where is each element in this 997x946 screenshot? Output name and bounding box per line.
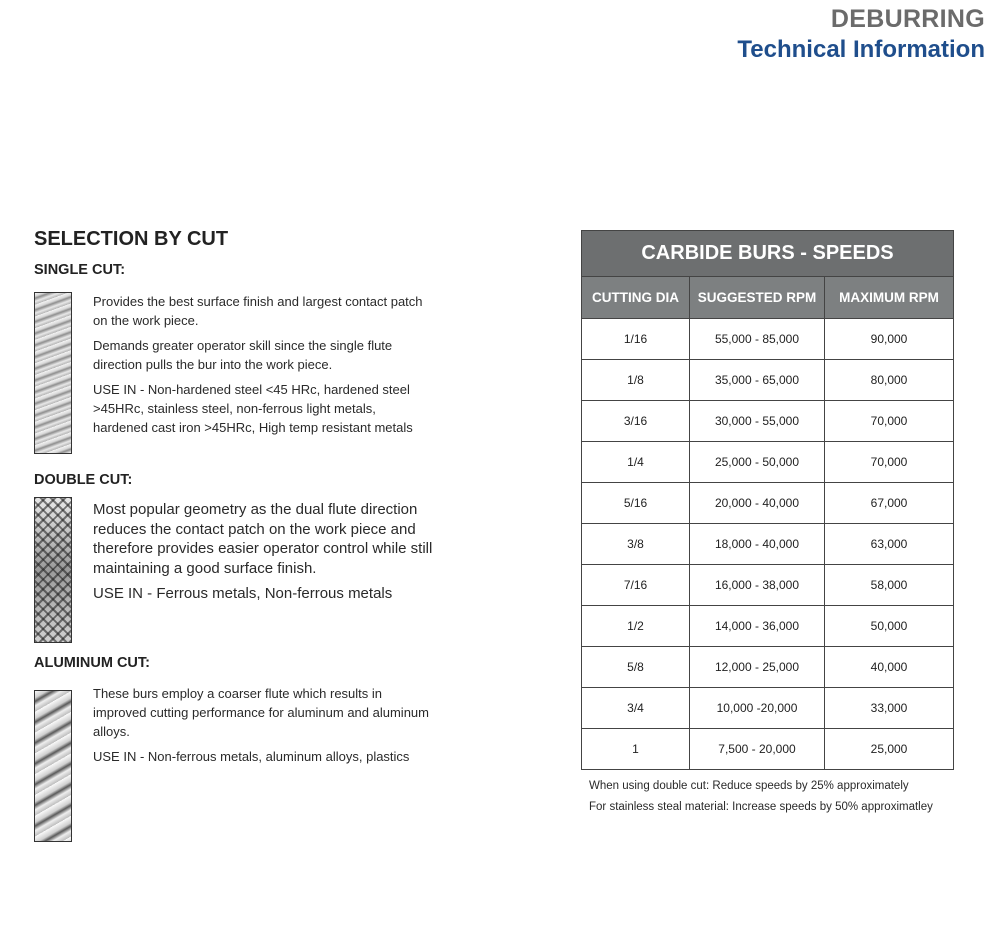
speeds-table-title: CARBIDE BURS - SPEEDS (582, 231, 954, 277)
page-title: DEBURRING (830, 5, 985, 33)
table-row (582, 442, 954, 483)
single-cut-paragraph: Demands greater operator skill since the single flute direction pulls the bur into the work piece. (93, 338, 393, 372)
cell-suggested-rpm: 20,000 - 40,000 (690, 483, 825, 524)
note-double-cut: When using double cut: Reduce speeds by 25% approximately (589, 780, 909, 792)
selection-section (34, 226, 444, 252)
speeds-table (581, 230, 954, 770)
speeds-table-container (581, 230, 954, 770)
table-row (582, 360, 954, 401)
selection-title: SELECTION BY CUT (34, 228, 229, 250)
cell-maximum-rpm: 50,000 (825, 606, 954, 647)
table-row (582, 729, 954, 770)
cell-maximum-rpm: 70,000 (825, 401, 954, 442)
cell-cutting-dia: 1/4 (582, 442, 690, 483)
table-row (582, 647, 954, 688)
single-cut-heading: SINGLE CUT: (34, 262, 126, 278)
cell-suggested-rpm: 35,000 - 65,000 (690, 360, 825, 401)
cell-cutting-dia: 3/8 (582, 524, 690, 565)
table-row (582, 565, 954, 606)
cell-maximum-rpm: 33,000 (825, 688, 954, 729)
column-header-cutting-dia: CUTTING DIA (582, 277, 690, 319)
double-cut-heading: DOUBLE CUT: (34, 472, 133, 488)
cell-suggested-rpm: 25,000 - 50,000 (690, 442, 825, 483)
cell-cutting-dia: 7/16 (582, 565, 690, 606)
cell-suggested-rpm: 7,500 - 20,000 (690, 729, 825, 770)
single-cut-bur-image (34, 292, 72, 454)
aluminum-cut-text (93, 684, 433, 772)
table-row (582, 483, 954, 524)
cell-maximum-rpm: 80,000 (825, 360, 954, 401)
cell-suggested-rpm: 10,000 -20,000 (690, 688, 825, 729)
speeds-notes (589, 776, 933, 818)
table-row (582, 319, 954, 360)
cell-cutting-dia: 5/16 (582, 483, 690, 524)
cell-maximum-rpm: 58,000 (825, 565, 954, 606)
cell-cutting-dia: 5/8 (582, 647, 690, 688)
double-cut-text (93, 500, 433, 610)
cell-suggested-rpm: 18,000 - 40,000 (690, 524, 825, 565)
double-cut-paragraph: Most popular geometry as the dual flute direction reduces the contact patch on the work piece and therefore provides easier operator control while still maintaining a good surface finish. (93, 501, 433, 577)
cell-cutting-dia: 1/8 (582, 360, 690, 401)
cell-maximum-rpm: 67,000 (825, 483, 954, 524)
cell-suggested-rpm: 16,000 - 38,000 (690, 565, 825, 606)
note-stainless: For stainless steal material: Increase speeds by 50% approximatley (589, 801, 933, 813)
single-cut-paragraph: Provides the best surface finish and largest contact patch on the work piece. (93, 294, 423, 328)
aluminum-cut-use-in: USE IN - Non-ferrous metals, aluminum alloys, plastics (93, 749, 410, 764)
cell-maximum-rpm: 63,000 (825, 524, 954, 565)
single-cut-use-in: USE IN - Non-hardened steel <45 HRc, hardened steel >45HRc, stainless steel, non-ferrous light metals, hardened cast iron >45HRc, High temp resistant metals (93, 382, 413, 435)
table-row (582, 524, 954, 565)
aluminum-cut-paragraph: These burs employ a coarser flute which results in improved cutting performance for aluminum and aluminum alloys. (93, 686, 429, 739)
table-row (582, 401, 954, 442)
column-header-suggested-rpm: SUGGESTED RPM (690, 277, 825, 319)
aluminum-cut-bur-image (34, 690, 72, 842)
cell-maximum-rpm: 70,000 (825, 442, 954, 483)
column-header-maximum-rpm: MAXIMUM RPM (825, 277, 954, 319)
single-cut-text (93, 292, 433, 443)
cell-maximum-rpm: 25,000 (825, 729, 954, 770)
page-subtitle: Technical Information (737, 36, 985, 63)
cell-suggested-rpm: 55,000 - 85,000 (690, 319, 825, 360)
page-header (737, 4, 985, 66)
aluminum-cut-heading: ALUMINUM CUT: (34, 655, 150, 671)
cell-suggested-rpm: 12,000 - 25,000 (690, 647, 825, 688)
cell-cutting-dia: 1/2 (582, 606, 690, 647)
double-cut-bur-image (34, 497, 72, 643)
cell-suggested-rpm: 14,000 - 36,000 (690, 606, 825, 647)
cell-cutting-dia: 3/16 (582, 401, 690, 442)
cell-cutting-dia: 1/16 (582, 319, 690, 360)
cell-cutting-dia: 1 (582, 729, 690, 770)
table-row (582, 688, 954, 729)
cell-suggested-rpm: 30,000 - 55,000 (690, 401, 825, 442)
double-cut-use-in: USE IN - Ferrous metals, Non-ferrous metals (93, 585, 393, 602)
cell-maximum-rpm: 40,000 (825, 647, 954, 688)
cell-maximum-rpm: 90,000 (825, 319, 954, 360)
table-row (582, 606, 954, 647)
cell-cutting-dia: 3/4 (582, 688, 690, 729)
